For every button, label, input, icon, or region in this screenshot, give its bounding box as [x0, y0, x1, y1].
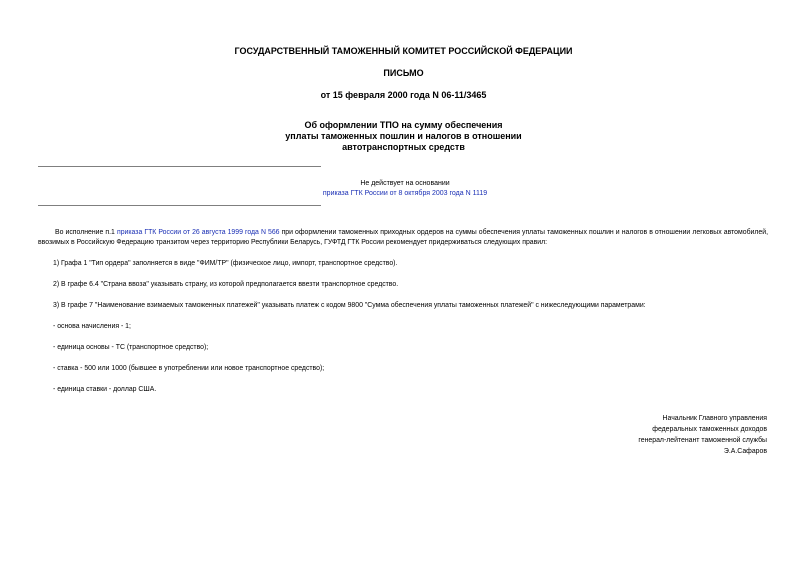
intro-suffix: при оформлении таможенных приходных ордеров на суммы обеспечения уплаты таможенных пошлин и налогов в отношении легковых автомобилей, ввозимых в Российскую Федерацию транзитом через территорию Республики Беларусь, ГУФТД ГТК России рекомендует придерживаться следующих правил:	[38, 229, 768, 246]
subject-line: уплаты таможенных пошлин и налогов в отношении	[285, 131, 522, 141]
subject-line: автотранспортных средств	[342, 142, 465, 152]
agency-title: ГОСУДАРСТВЕННЫЙ ТАМОЖЕННЫЙ КОМИТЕТ РОССИЙСКОЙ ФЕДЕРАЦИИ	[234, 46, 573, 56]
document-date-number: от 15 февраля 2000 года N 06-11/3465	[320, 90, 487, 100]
signature-name: Э.А.Сафаров	[723, 448, 767, 455]
signature-block	[527, 413, 767, 457]
signature-line: федеральных таможенных доходов	[652, 426, 767, 433]
list-item: 1) Графа 1 "Тип ордера" заполняется в виде "ФИМ/ТР" (физическое лицо, импорт, транспортное средство).	[53, 260, 398, 267]
subject-line: Об оформлении ТПО на сумму обеспечения	[304, 120, 503, 130]
document-subject	[0, 120, 807, 153]
list-item: - единица ставки - доллар США.	[53, 386, 157, 393]
signature-line: генерал-лейтенант таможенной службы	[638, 437, 767, 444]
signature-line: Начальник Главного управления	[662, 415, 767, 422]
status-note	[300, 179, 510, 199]
list-item: - основа начисления - 1;	[53, 323, 131, 330]
intro-prefix: Во исполнение п.1	[55, 229, 117, 236]
list-item: 2) В графе 6.4 "Страна ввоза" указывать страну, из которой предполагается ввезти транспортное средство.	[53, 281, 399, 288]
status-text: Не действует на основании	[360, 180, 450, 187]
list-item: - ставка - 500 или 1000 (бывшее в употреблении или новое транспортное средство);	[53, 365, 325, 372]
list-item: - единица основы - ТС (транспортное средство);	[53, 344, 209, 351]
document-type: ПИСЬМО	[383, 68, 424, 78]
intro-link[interactable]: приказа ГТК России от 26 августа 1999 года N 566	[116, 229, 280, 236]
intro-paragraph	[38, 228, 768, 248]
list-item: 3) В графе 7 "Наименование взимаемых таможенных платежей" указывать платеж с кодом 9800 "Сумма обеспечения уплаты таможенных платежей" с нижеследующими параметрами:	[53, 302, 646, 309]
divider-top	[38, 166, 321, 167]
divider-bottom	[38, 205, 321, 206]
status-link[interactable]: приказа ГТК России от 8 октября 2003 года N 1119	[322, 190, 488, 197]
